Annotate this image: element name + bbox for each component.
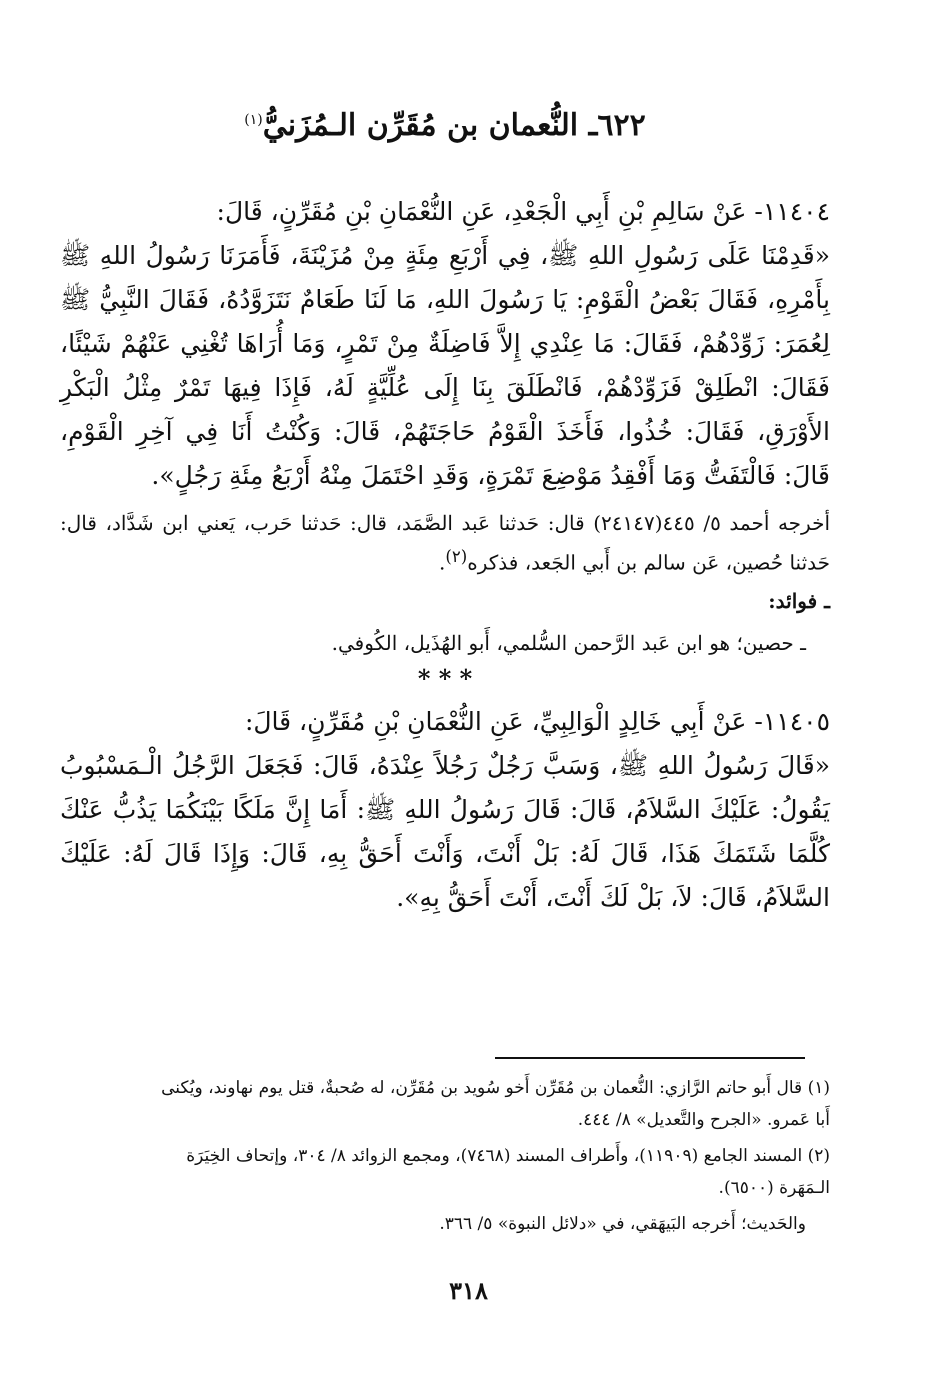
section-separator-stars: * * * — [417, 663, 473, 693]
footnote-2-line-2: الـمَهَرة (٦٥٠٠). — [718, 1178, 830, 1198]
chapter-footnote-ref: (١) — [244, 112, 263, 128]
footnote-2 — [60, 1140, 830, 1204]
takhrij-footnote-ref: (٢) — [445, 547, 468, 566]
footnote-separator — [495, 1057, 805, 1059]
footnote-2-continuation: والحَديث؛ أَخرجه البَيهَقي، في «دلائل النبوة» ٥/ ٣٦٦. — [439, 1214, 806, 1234]
footnote-2-line-1: (٢) المسند الجامع (١١٩٠٩)، وأَطراف المسند (٧٤٦٨)، ومجمع الزوائد ٨/ ٣٠٤، وإتحاف الخِيَرَة — [186, 1146, 830, 1166]
footnotes — [60, 1072, 830, 1240]
takhrij-text: أخرجه أحمد ٥/ ٤٤٥(٢٤١٤٧) قال: حَدثنا عَبد الصَّمَد، قال: حَدثنا حَرب، يَعني ابن شَدَّاد، قال: حَدثنا حُصين، عَن سالم بن أَبي الجَعد، فذكره — [60, 511, 830, 575]
takhrij-end: . — [438, 550, 446, 575]
hadith-1-isnad: ١١٤٠٤- عَنْ سَالِمِ بْنِ أَبِي الْجَعْدِ، عَنِ النُّعْمَانِ بْنِ مُقَرِّنٍ، قَالَ: — [216, 197, 830, 226]
hadith-1-matn: «قَدِمْنَا عَلَى رَسُولِ اللهِ ﷺ، فِي أَرْبَعِ مِئَةٍ مِنْ مُزَيْنَةَ، فَأَمَرَنَا رَسُولُ اللهِ ﷺ بِأَمْرِهِ، فَقَالَ بَعْضُ الْقَوْمِ: يَا رَسُولَ اللهِ، مَا لَنَا طَعَامٌ نَتَزَوَّدُهُ، فَقَالَ النَّبِيُّ ﷺ لِعُمَرَ: زَوِّدْهُمْ، فَقَالَ: مَا عِنْدِي إِلاَّ فَاضِلَةٌ مِنْ تَمْرٍ، وَمَا أُرَاهَا تُغْنِي عَنْهُمْ شَيْئًا، فَقَالَ: انْطَلِقْ فَزَوِّدْهُمْ، فَانْطَلَقَ بِنَا إِلَى عُلِّيَّةٍ لَهُ، فَإِذَا فِيهَا تَمْرٌ مِثْلُ الْبَكْرِ الأَوْرَقِ، فَقَالَ: خُذُوا، فَأَخَذَ الْقَوْمُ حَاجَتَهُمْ، قَالَ: وَكُنْتُ أَنَا فِي آخِرِ الْقَوْمِ، قَالَ: فَالْتَفَتُّ وَمَا أَفْقِدُ مَوْضِعَ تَمْرَةٍ، وَقَدِ احْتَمَلَ مِنْهُ أَرْبَعُ مِئَةِ رَجُلٍ». — [60, 241, 830, 490]
page-content — [60, 100, 830, 920]
chapter-title — [60, 100, 830, 146]
page-number: ٣١٨ — [449, 1276, 488, 1305]
chapter-title-text: ٦٢٢ـ النُّعمان بن مُقَرِّن الـمُزَنيُّ — [262, 108, 646, 143]
hadith-1-takhrij — [60, 506, 830, 580]
hadith-2-isnad: ١١٤٠٥- عَنْ أَبِي خَالِدٍ الْوَالِبِيِّ، عَنِ النُّعْمَانِ بْنِ مُقَرِّنٍ، قَالَ: — [244, 706, 830, 736]
footnote-1-line-2: أَبا عَمرو. «الجرح والتَّعديل» ٨/ ٤٤٤. — [577, 1110, 830, 1130]
footnote-1-line-1: (١) قال أَبو حاتم الرَّازي: النُّعمان بن مُقَرِّن أَخو سُويد بن مُقَرِّن، له صُحبةٌ، قتل يوم نهاوند، ويُكنى — [161, 1078, 830, 1098]
fawaid-heading: ـ فوائد: — [768, 588, 830, 613]
footnote-1 — [60, 1072, 830, 1136]
fawaid-item: ـ حصين؛ هو ابن عَبد الرَّحمن السُّلمي، أَبو الهُذَيل، الكُوفي. — [331, 630, 806, 655]
hadith-2-matn: «قَالَ رَسُولُ اللهِ ﷺ، وَسَبَّ رَجُلٌ رَجُلاً عِنْدَهُ، قَالَ: فَجَعَلَ الرَّجُلُ الْـمَسْبُوبُ يَقُولُ: عَلَيْكَ السَّلاَمُ، قَالَ: قَالَ رَسُولُ اللهِ ﷺ: أَمَا إِنَّ مَلَكًا بَيْنَكُمَا يَذُبُّ عَنْكَ كُلَّمَا شَتَمَكَ هَذَا، قَالَ لَهُ: بَلْ أَنْتَ، وَأَنْتَ أَحَقُّ بِهِ، قَالَ: وَإِذَا قَالَ لَهُ: عَلَيْكَ السَّلاَمُ، قَالَ: لاَ، بَلْ لَكَ أَنْتَ، أَنْتَ أَحَقُّ بِهِ». — [60, 750, 830, 912]
